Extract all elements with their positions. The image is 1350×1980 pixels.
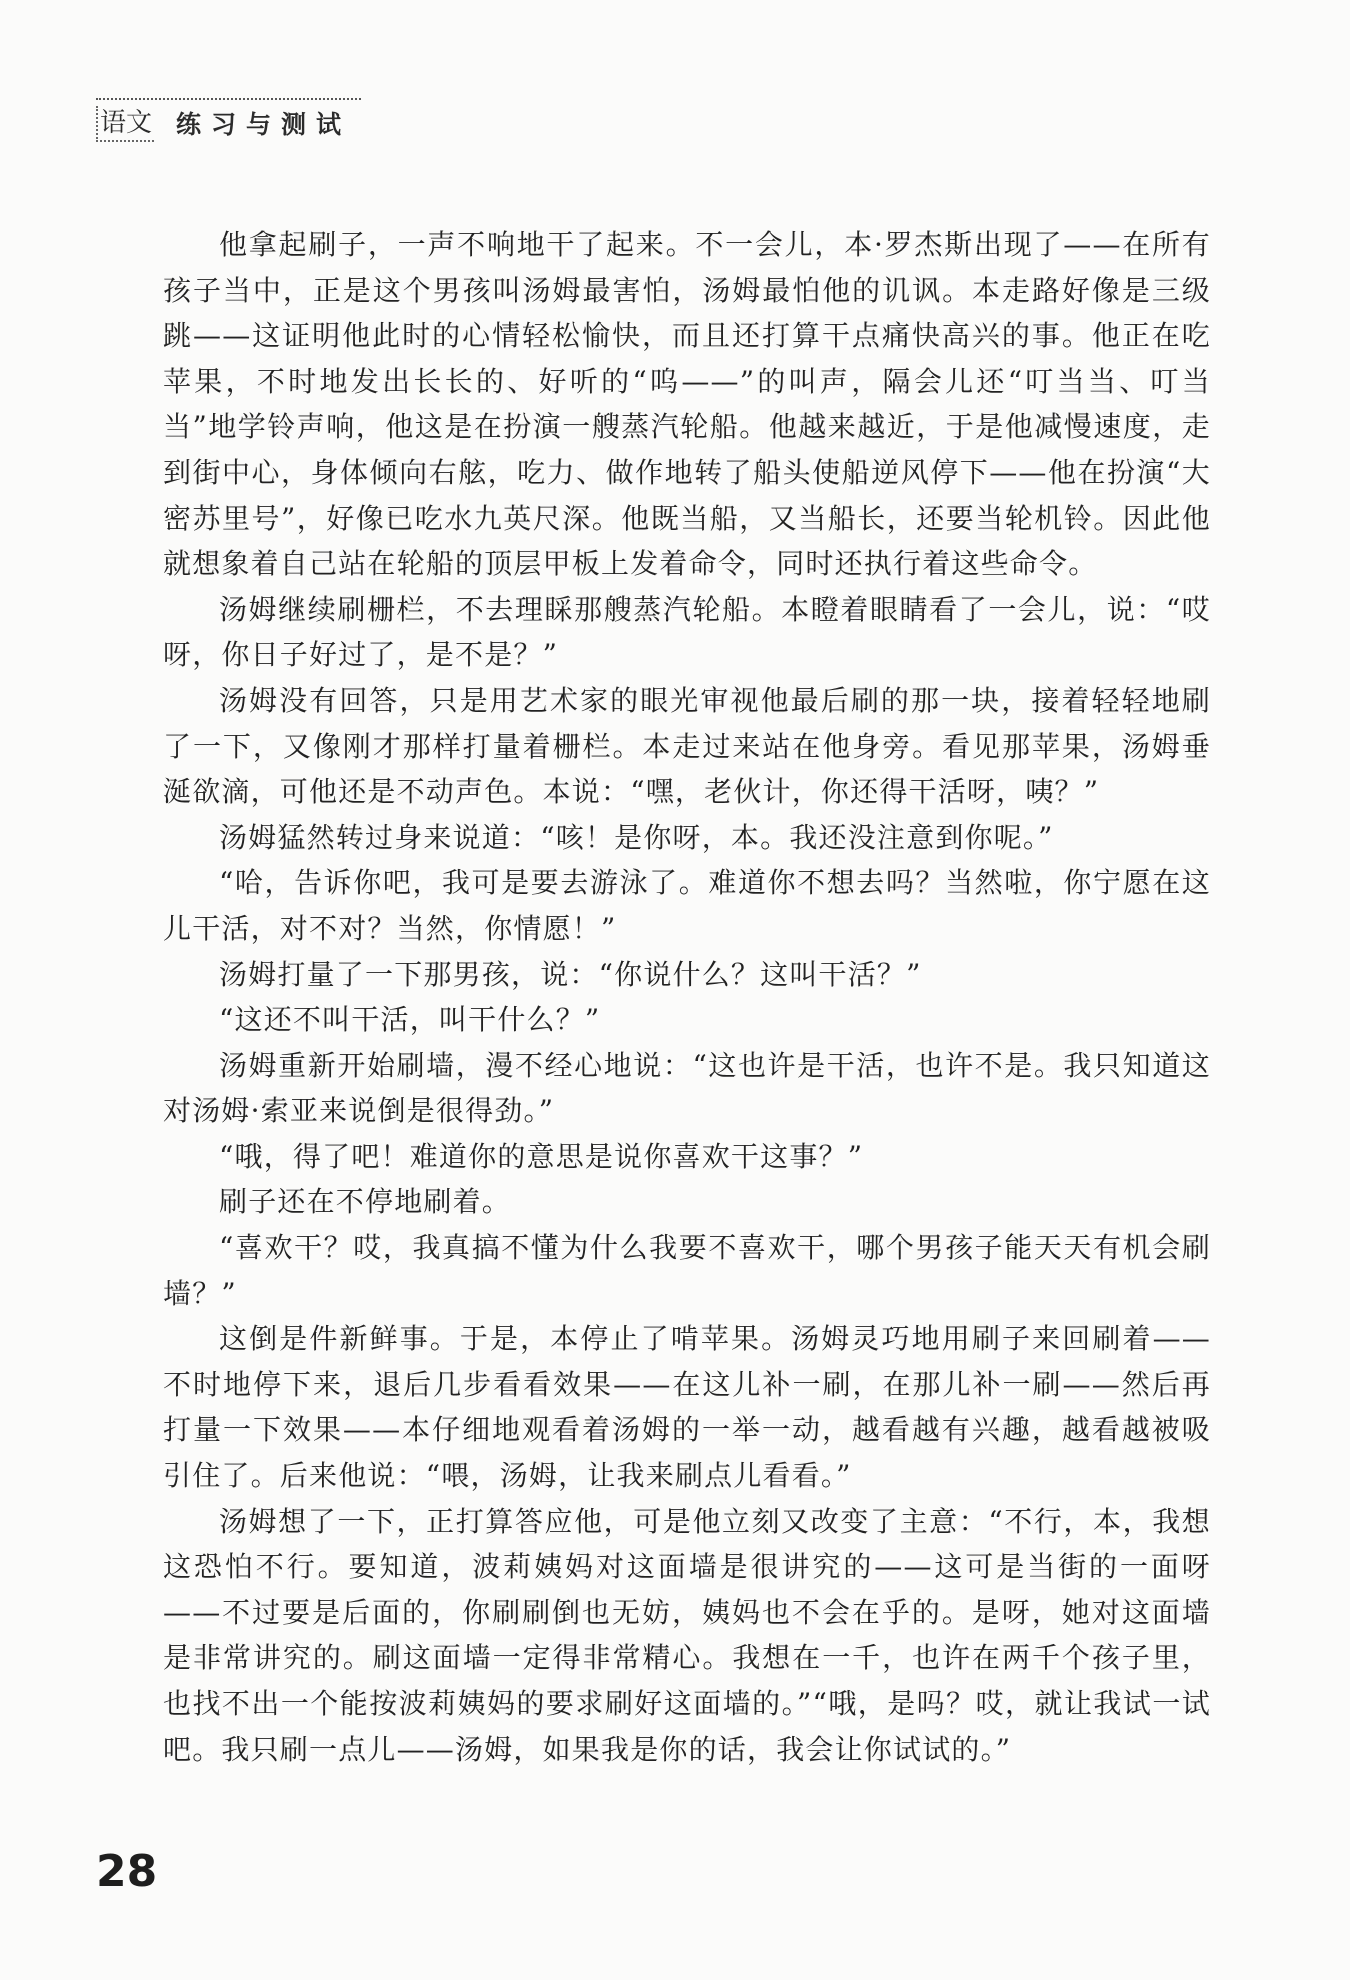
paragraph: “这还不叫干活，叫干什么？” [219, 1003, 601, 1037]
paragraph: 他拿起刷子，一声不响地干了起来。不一会儿，本·罗杰斯出现了——在所有孩子当中，正是这个男孩叫汤姆最害怕，汤姆最怕他的讥讽。本走路好像是三级跳——这证明他此时的心情轻松愉快，而且还打算干点痛快高兴的事。他正在吃苹果，不时地发出长长的、好听的“呜——”的叫声，隔会儿还“叮当当、叮当当”地学铃声响，他这是在扮演一艘蒸汽轮船。他越来越近，于是他减慢速度，走到街中心，身体倾向右舷，吃力、做作地转了船头使船逆风停下——他在扮演“大密苏里号”，好像已吃水九英尺深。他既当船，又当船长，还要当轮机铃。因此他就想象着自己站在轮船的顶层甲板上发着命令，同时还执行着这些命令。 [163, 228, 1211, 581]
header-dotted-rule [96, 98, 361, 100]
header-title: 练习与测试 [176, 110, 352, 139]
paragraph: 汤姆想了一下，正打算答应他，可是他立刻又改变了主意：“不行，本，我想这恐怕不行。要知道，波莉姨妈对这面墙是很讲究的——这可是当街的一面呀——不过要是后面的，你刷刷倒也无妨，姨妈也不会在乎的。是呀，她对这面墙是非常讲究的。刷这面墙一定得非常精心。我想在一千，也许在两千个孩子里，也找不出一个能按波莉姨妈的要求刷好这面墙的。”“哦，是吗？哎，就让我试一试吧。我只刷一点儿——汤姆，如果我是你的话，我会让你试试的。” [163, 1504, 1211, 1766]
page-number: 28 [96, 1846, 158, 1897]
page-header [96, 98, 366, 146]
paragraph: 汤姆继续刷栅栏，不去理睬那艘蒸汽轮船。本瞪着眼睛看了一会儿，说：“哎呀，你日子好过了，是不是？” [163, 592, 1211, 672]
header-subject: 语文 [96, 106, 154, 142]
body-text [163, 222, 1211, 1772]
paragraph: 汤姆重新开始刷墙，漫不经心地说：“这也许是干活，也许不是。我只知道这对汤姆·索亚来说倒是很得劲。” [163, 1048, 1211, 1128]
paragraph: 汤姆猛然转过身来说道：“咳！是你呀，本。我还没注意到你呢。” [219, 820, 1054, 854]
paragraph: “哈，告诉你吧，我可是要去游泳了。难道你不想去吗？当然啦，你宁愿在这儿干活，对不对？当然，你情愿！” [163, 866, 1211, 945]
paragraph: “喜欢干？哎，我真搞不懂为什么我要不喜欢干，哪个男孩子能天天有机会刷墙？” [163, 1231, 1211, 1310]
paragraph: 这倒是件新鲜事。于是，本停止了啃苹果。汤姆灵巧地用刷子来回刷着——不时地停下来，退后几步看看效果——在这儿补一刷，在那儿补一刷——然后再打量一下效果——本仔细地观看着汤姆的一举一动，越看越有兴趣，越看越被吸引住了。后来他说：“喂，汤姆，让我来刷点儿看看。” [163, 1322, 1211, 1493]
paragraph: “哦，得了吧！难道你的意思是说你喜欢干这事？” [219, 1139, 864, 1173]
paragraph: 刷子还在不停地刷着。 [219, 1185, 512, 1219]
paragraph: 汤姆没有回答，只是用艺术家的眼光审视他最后刷的那一块，接着轻轻地刷了一下，又像刚才那样打量着栅栏。本走过来站在他身旁。看见那苹果，汤姆垂涎欲滴，可他还是不动声色。本说：“嘿，老伙计，你还得干活呀，咦？” [163, 683, 1211, 809]
paragraph: 汤姆打量了一下那男孩，说：“你说什么？这叫干活？” [219, 957, 922, 991]
